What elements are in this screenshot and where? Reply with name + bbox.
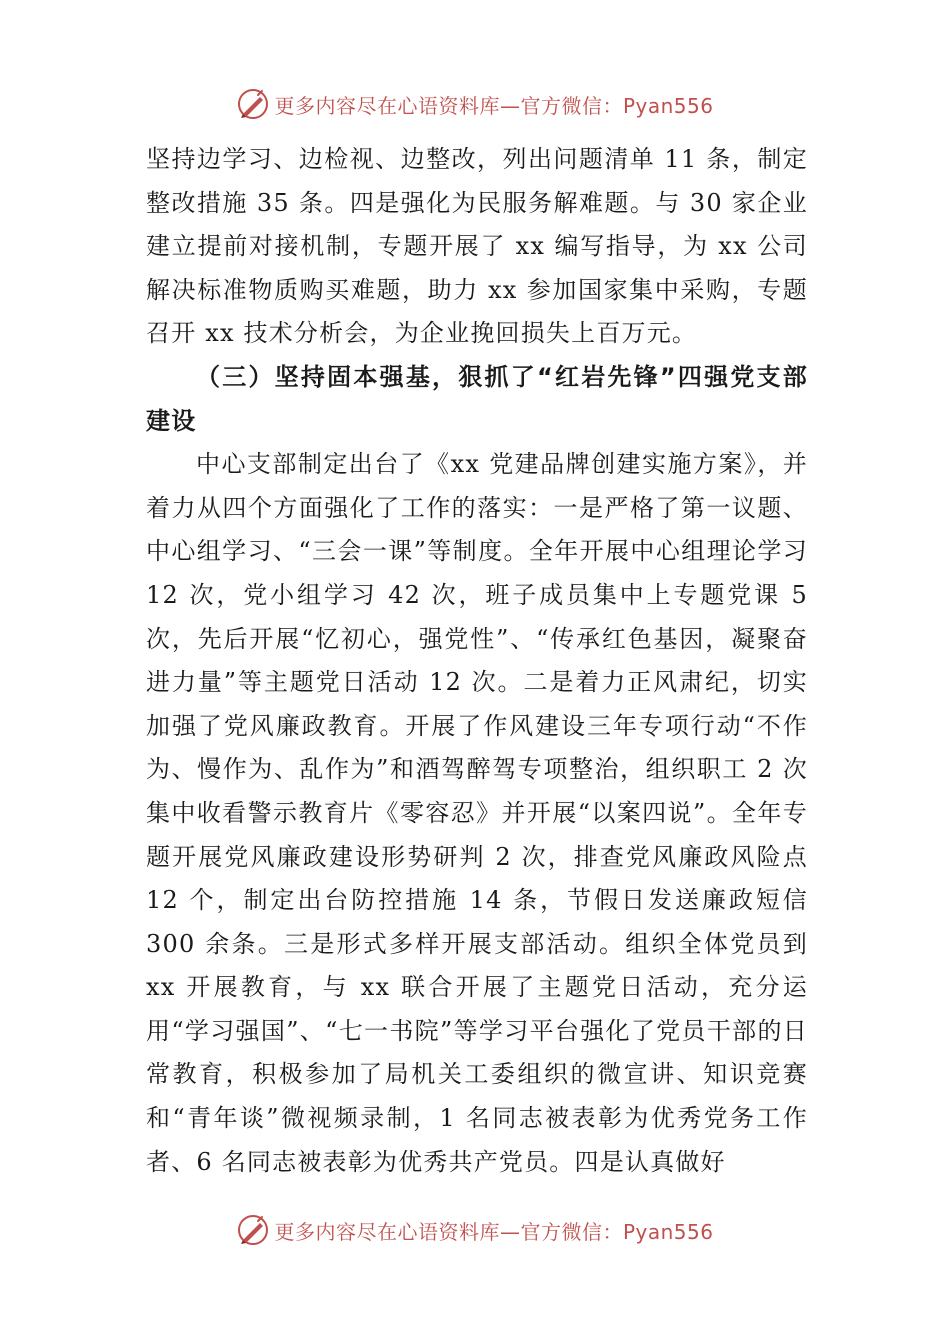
header-watermark-banner [0, 84, 950, 124]
watermark-text: 更多内容尽在心语资料库—官方微信：Pyan556 [274, 1219, 714, 1244]
footer-watermark-banner [0, 1210, 950, 1250]
pen-logo-icon [236, 87, 270, 121]
watermark-text: 更多内容尽在心语资料库—官方微信：Pyan556 [274, 93, 714, 118]
document-body [146, 138, 808, 1184]
section-heading: （三）坚持固本强基，狠抓了“红岩先锋”四强党支部建设 [146, 362, 808, 435]
body-paragraph: 中心支部制定出台了《xx 党建品牌创建实施方案》，并着力从四个方面强化了工作的落实：一是严格了第一议题、中心组学习、“三会一课”等制度。全年开展中心组理论学习 12 次，党小组学习 42 次，班子成员集中上专题党课 5 次，先后开展“忆初心，强党性”、“传承红色基因，凝聚奋进力量”等主题党日活动 12 次。二是着力正风肃纪，切实加强了党风廉政教育。开展了作风建设三年专项行动“不作为、慢作为、乱作为”和酒驾醉驾专项整治，组织职工 2 次集中收看警示教育片《零容忍》并开展“以案四说”。全年专题开展党风廉政建设形势研判 2 次，排查党风廉政风险点 12 个，制定出台防控措施 14 条，节假日发送廉政短信 300 余条。三是形式多样开展支部活动。组织全体党员到 xx 开展教育，与 xx 联合开展了主题党日活动，充分运用“学习强国”、“七一书院”等学习平台强化了党员干部的日常教育，积极参加了局机关工委组织的微宣讲、知识竞赛和“青年谈”微视频录制，1 名同志被表彰为优秀党务工作者、6 名同志被表彰为优秀共产党员。四是认真做好 [146, 450, 808, 1176]
body-paragraph: 坚持边学习、边检视、边整改，列出问题清单 11 条，制定整改措施 35 条。四是强化为民服务解难题。与 30 家企业建立提前对接机制，专题开展了 xx 编写指导，为 xx 公司解决标准物质购买难题，助力 xx 参加国家集中采购，专题召开 xx 技术分析会，为企业挽回损失上百万元。 [146, 145, 808, 348]
pen-logo-icon [236, 1213, 270, 1247]
